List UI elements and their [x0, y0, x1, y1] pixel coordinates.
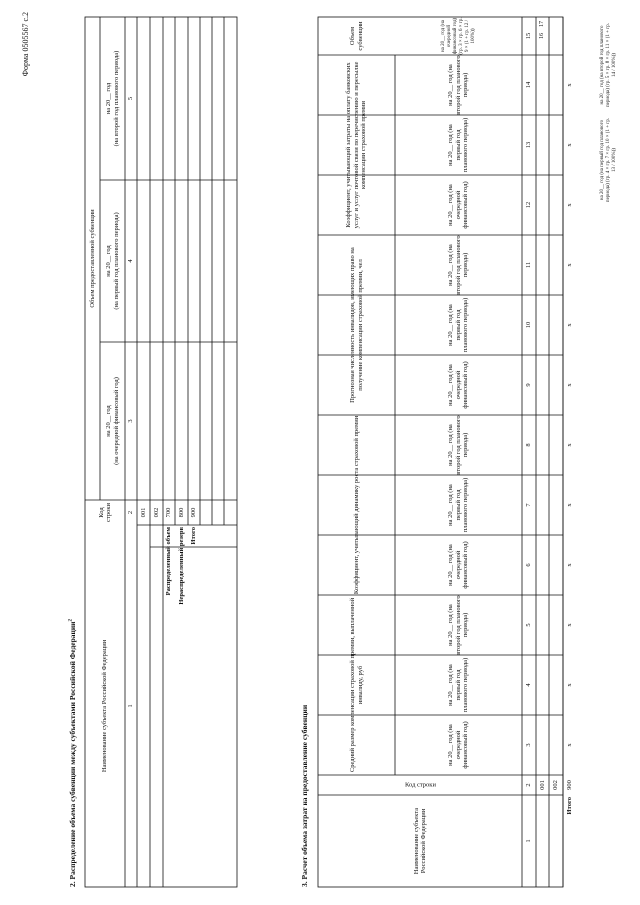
- s2-colnum-5: 5: [127, 96, 135, 101]
- s2-year-current-sub: (на очередной финансовый год): [112, 377, 120, 465]
- s3-sub-8: [395, 415, 522, 475]
- s3-group-a-text: Средний размер компенсации страховой премии, выплаченной инвалиду, руб: [349, 597, 364, 773]
- s3-row-001-code: 001: [538, 780, 546, 790]
- s3-colnum-14: 14: [525, 81, 533, 89]
- s3-colnum-2: 2: [525, 783, 533, 787]
- s3-sub-4-text: на 20__ год (на первый год планового периода): [447, 657, 470, 713]
- s3-total-x-8: x: [565, 443, 573, 447]
- s3-colnum-8: 8: [525, 443, 533, 447]
- s2-colnum-1: 1: [127, 704, 135, 708]
- s3-total-x-4: x: [565, 683, 573, 687]
- s3-sub-12: [395, 175, 522, 235]
- s3-sub-14-text: на 20__ год (на второй год планового периода): [447, 55, 470, 115]
- s3-colnum-15: 15: [525, 32, 533, 40]
- s3-group-e: [318, 17, 395, 55]
- s3-row-002-code: 002: [552, 780, 560, 790]
- s3-colnum-12: 12: [525, 201, 533, 209]
- form-label: Форма 0505567 с.2: [21, 12, 30, 77]
- s2-header-name-text: Наименование субъекта Российской Федерации: [101, 639, 109, 773]
- s3-total-x-12: x: [565, 203, 573, 207]
- s3-sub-15-text: на 20__ год (на очередной финансовый год) (гр. 3 × гр. 6 × гр. 9 × (1 + гр. 12 / 100%)): [440, 17, 476, 55]
- s2-year-first-text: на 20__ год: [105, 245, 112, 277]
- s3-header-name-text: Наименование субъекта Российской Федерации: [412, 807, 427, 875]
- section2-title-text: 2. Распределение объема субвенции между субъектами Российской Федерации: [68, 621, 77, 887]
- s3-sub-13: [395, 115, 522, 175]
- s3-row-total-code: 900: [565, 780, 573, 790]
- s3-col-16-number: 16: [539, 33, 545, 39]
- s3-sub-10-text: на 20__ год (на первый год планового периода): [447, 297, 470, 353]
- s3-total-x-14: x: [565, 83, 573, 87]
- s3-sub-7-text: на 20__ год (на первый год планового периода): [447, 477, 470, 533]
- s3-colnum-5: 5: [525, 623, 533, 627]
- s3-sub-9-text: на 20__ год (на очередной финансовый год): [447, 361, 470, 409]
- s3-formula-16: на 20__ год (на первый год планового периода) (гр. 4 × гр. 7 × гр. 10 × (1 + гр. 13 / 100%)): [600, 117, 617, 203]
- section3-title: 3. Расчет объема затрат на предоставление субвенции: [300, 704, 309, 887]
- s3-total-x-13: x: [565, 143, 573, 147]
- s3-sub-7: [395, 475, 522, 535]
- s2-header-code-text: Код строки: [97, 503, 112, 522]
- s3-sub-9: [395, 355, 522, 415]
- s3-colnum-6: 6: [525, 563, 533, 567]
- s3-group-c-text: Прогнозная численность инвалидов, имеющих право на получение компенсации страховой премии, чел: [349, 247, 364, 403]
- s3-total-x-10: x: [565, 323, 573, 327]
- s3-total-x-11: x: [565, 263, 573, 267]
- s3-group-d-text: Коэффициент, учитывающий затраты на оплату банковских услуг и услуг почтовой связи по перечислению и пересылке компенсации страховой премии: [345, 61, 368, 229]
- s3-sub-14: [395, 55, 522, 115]
- s2-row-distributed-code: 700: [165, 507, 173, 518]
- s3-colnum-9: 9: [525, 383, 533, 387]
- s2-colnum-3: 3: [127, 419, 135, 423]
- s3-sub-3-text: на 20__ год (на очередной финансовый год): [447, 721, 470, 769]
- s3-group-b-text: Коэффициент, учитывающий динамику роста страховой премии: [352, 415, 360, 595]
- s3-colnum-7: 7: [525, 503, 533, 507]
- s2-header-group-text: Объем предоставленной субвенции: [88, 209, 96, 308]
- s2-row-002-code: 002: [152, 507, 160, 518]
- s3-total-x-6: x: [565, 563, 573, 567]
- s3-group-c: [318, 235, 395, 415]
- s3-sub-4: [395, 655, 522, 715]
- s3-total-x-9: x: [565, 383, 573, 387]
- s3-colnum-3: 3: [525, 743, 533, 747]
- s2-year-first-sub: (на первый год планового периода): [112, 212, 120, 310]
- s3-formula-17: на 20__ год (на второй год планового периода) (гр. 5 × гр. 8 × гр. 11 × (1 + гр. 14 / 100%)): [600, 23, 617, 107]
- s3-sub-15: [395, 17, 522, 55]
- s3-sub-5-text: на 20__ год (на второй год планового периода): [447, 595, 470, 655]
- s3-group-e-text: Объем субвенции: [349, 21, 364, 51]
- s3-colnum-11: 11: [525, 261, 533, 269]
- s3-col-17-number: 17: [539, 21, 545, 27]
- s3-colnum-1: 1: [525, 839, 533, 843]
- s3-header-code: [318, 775, 522, 795]
- s3-colnum-10: 10: [525, 321, 533, 329]
- s3-sub-12-text: на 20__ год (на очередной финансовый год): [447, 181, 470, 229]
- s3-total-x-7: x: [565, 503, 573, 507]
- s2-colnum-4: 4: [127, 259, 135, 263]
- s3-colnum-13: 13: [525, 141, 533, 149]
- s3-row-total-label: Итого: [565, 797, 573, 815]
- s2-row-reserve-code: 800: [177, 507, 185, 518]
- section2-superscript: 2: [68, 619, 74, 622]
- s3-sub-6-text: на 20__ год (на очередной финансовый год): [447, 541, 470, 589]
- s3-total-x-3: x: [565, 743, 573, 747]
- s3-sub-10: [395, 295, 522, 355]
- s2-year-second-text: на 20__ год: [105, 82, 112, 115]
- s3-sub-6: [395, 535, 522, 595]
- s3-header-code-text: Код строки: [404, 781, 436, 789]
- s2-row-total-code: 900: [190, 507, 198, 518]
- s3-sub-8-text: на 20__ год (на второй год планового периода): [447, 415, 470, 475]
- s3-header-name: [318, 795, 522, 887]
- s3-group-b: [318, 415, 395, 595]
- s3-sub-13-text: на 20__ год (на первый год планового периода): [447, 117, 470, 173]
- s2-colnum-2: 2: [127, 510, 135, 515]
- s3-sub-5: [395, 595, 522, 655]
- s3-colnum-4: 4: [525, 683, 533, 687]
- s3-sub-3: [395, 715, 522, 775]
- s3-group-a: [318, 595, 395, 775]
- s3-sub-11: [395, 235, 522, 295]
- s2-year-second-sub: (на второй год планового периода): [112, 50, 120, 147]
- s3-group-d: [318, 55, 395, 235]
- s2-year-current-text: на 20__ год: [105, 405, 112, 437]
- s2-row-distributed-label: Распределенный объем: [165, 527, 173, 596]
- s2-row-001-code: 001: [139, 507, 147, 518]
- s2-row-total-label: Итого: [190, 527, 198, 545]
- s3-sub-11-text: на 20__ год (на второй год планового периода): [447, 235, 470, 295]
- s3-total-x-5: x: [565, 623, 573, 627]
- s2-row-reserve-label: Нераспределенный резерв: [177, 527, 185, 605]
